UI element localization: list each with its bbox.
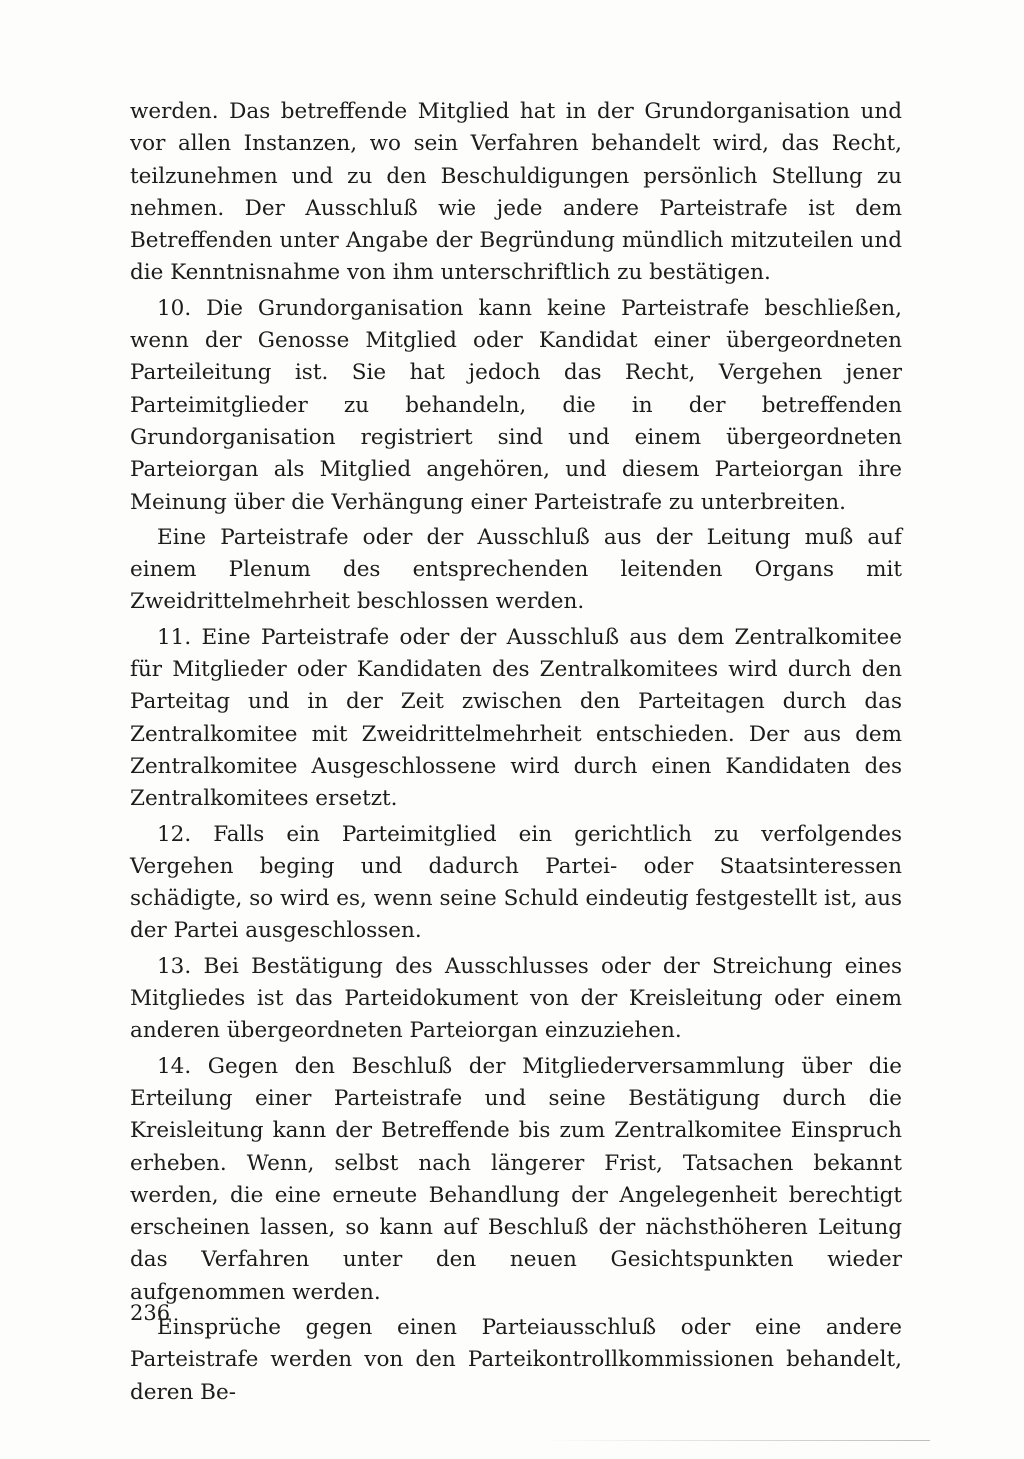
scan-edge-line <box>540 1440 930 1441</box>
paragraph-section-13: 13. Bei Bestätigung des Ausschlusses oder der Streichung eines Mitgliedes ist das Parteidokument von der Kreisleitung oder einem anderen übergeordneten Parteiorgan einzuziehen. <box>130 953 902 1044</box>
page-number: 236 <box>130 1301 171 1325</box>
paragraph-section-14-addendum: Einsprüche gegen einen Parteiausschluß oder eine andere Parteistrafe werden von den Parteikontrollkommissionen behandelt, deren Be- <box>130 1314 902 1405</box>
paragraph-continuation: werden. Das betreffende Mitglied hat in der Grundorganisation und vor allen Instanzen, wo sein Verfahren behandelt wird, das Recht, teilzunehmen und zu den Beschuldigungen persönlich Stellung zu nehmen. Der Ausschluß wie jede andere Parteistrafe ist dem Betreffenden unter Angabe der Begründung mündlich mitzuteilen und die Kenntnisnahme von ihm unterschriftlich zu bestätigen. <box>130 99 902 286</box>
paragraph-section-12: 12. Falls ein Parteimitglied ein gerichtlich zu verfolgendes Vergehen beging und dadurch Partei- oder Staatsinteressen schädigte, so wird es, wenn seine Schuld eindeutig festgestellt ist, aus der Partei ausgeschlossen. <box>130 821 902 944</box>
paragraph-section-11: 11. Eine Parteistrafe oder der Ausschluß aus dem Zentralkomitee für Mitglieder oder Kandidaten des Zentralkomitees wird durch den Parteitag und in der Zeit zwischen den Parteitagen durch das Zentralkomitee mit Zweidrittelmehrheit entschieden. Der aus dem Zentralkomitee Ausgeschlossene wird durch einen Kandidaten des Zentralkomitees ersetzt. <box>130 624 902 812</box>
paragraph-section-10-addendum: Eine Parteistrafe oder der Ausschluß aus der Leitung muß auf einem Plenum des entsprechenden leitenden Organs mit Zweidrittelmehrheit beschlossen werden. <box>130 524 902 615</box>
body-text <box>130 96 902 1412</box>
paragraph-section-10: 10. Die Grundorganisation kann keine Parteistrafe beschließen, wenn der Genosse Mitglied oder Kandidat einer übergeordneten Parteileitung ist. Sie hat jedoch das Recht, Vergehen jener Parteimitglieder zu behandeln, die in der betreffenden Grundorganisation registriert sind und einem übergeordneten Parteiorgan als Mitglied angehören, und diesem Parteiorgan ihre Meinung über die Verhängung einer Parteistrafe zu unterbreiten. <box>130 295 902 515</box>
paragraph-section-14: 14. Gegen den Beschluß der Mitgliederversammlung über die Erteilung einer Parteistrafe und seine Bestätigung durch die Kreisleitung kann der Betreffende bis zum Zentralkomitee Einspruch erheben. Wenn, selbst nach längerer Frist, Tatsachen bekannt werden, die eine erneute Behandlung der Angelegenheit berechtigt erscheinen lassen, so kann auf Beschluß der nächsthöheren Leitung das Verfahren unter den neuen Gesichtspunkten wieder aufgenommen werden. <box>130 1053 902 1305</box>
